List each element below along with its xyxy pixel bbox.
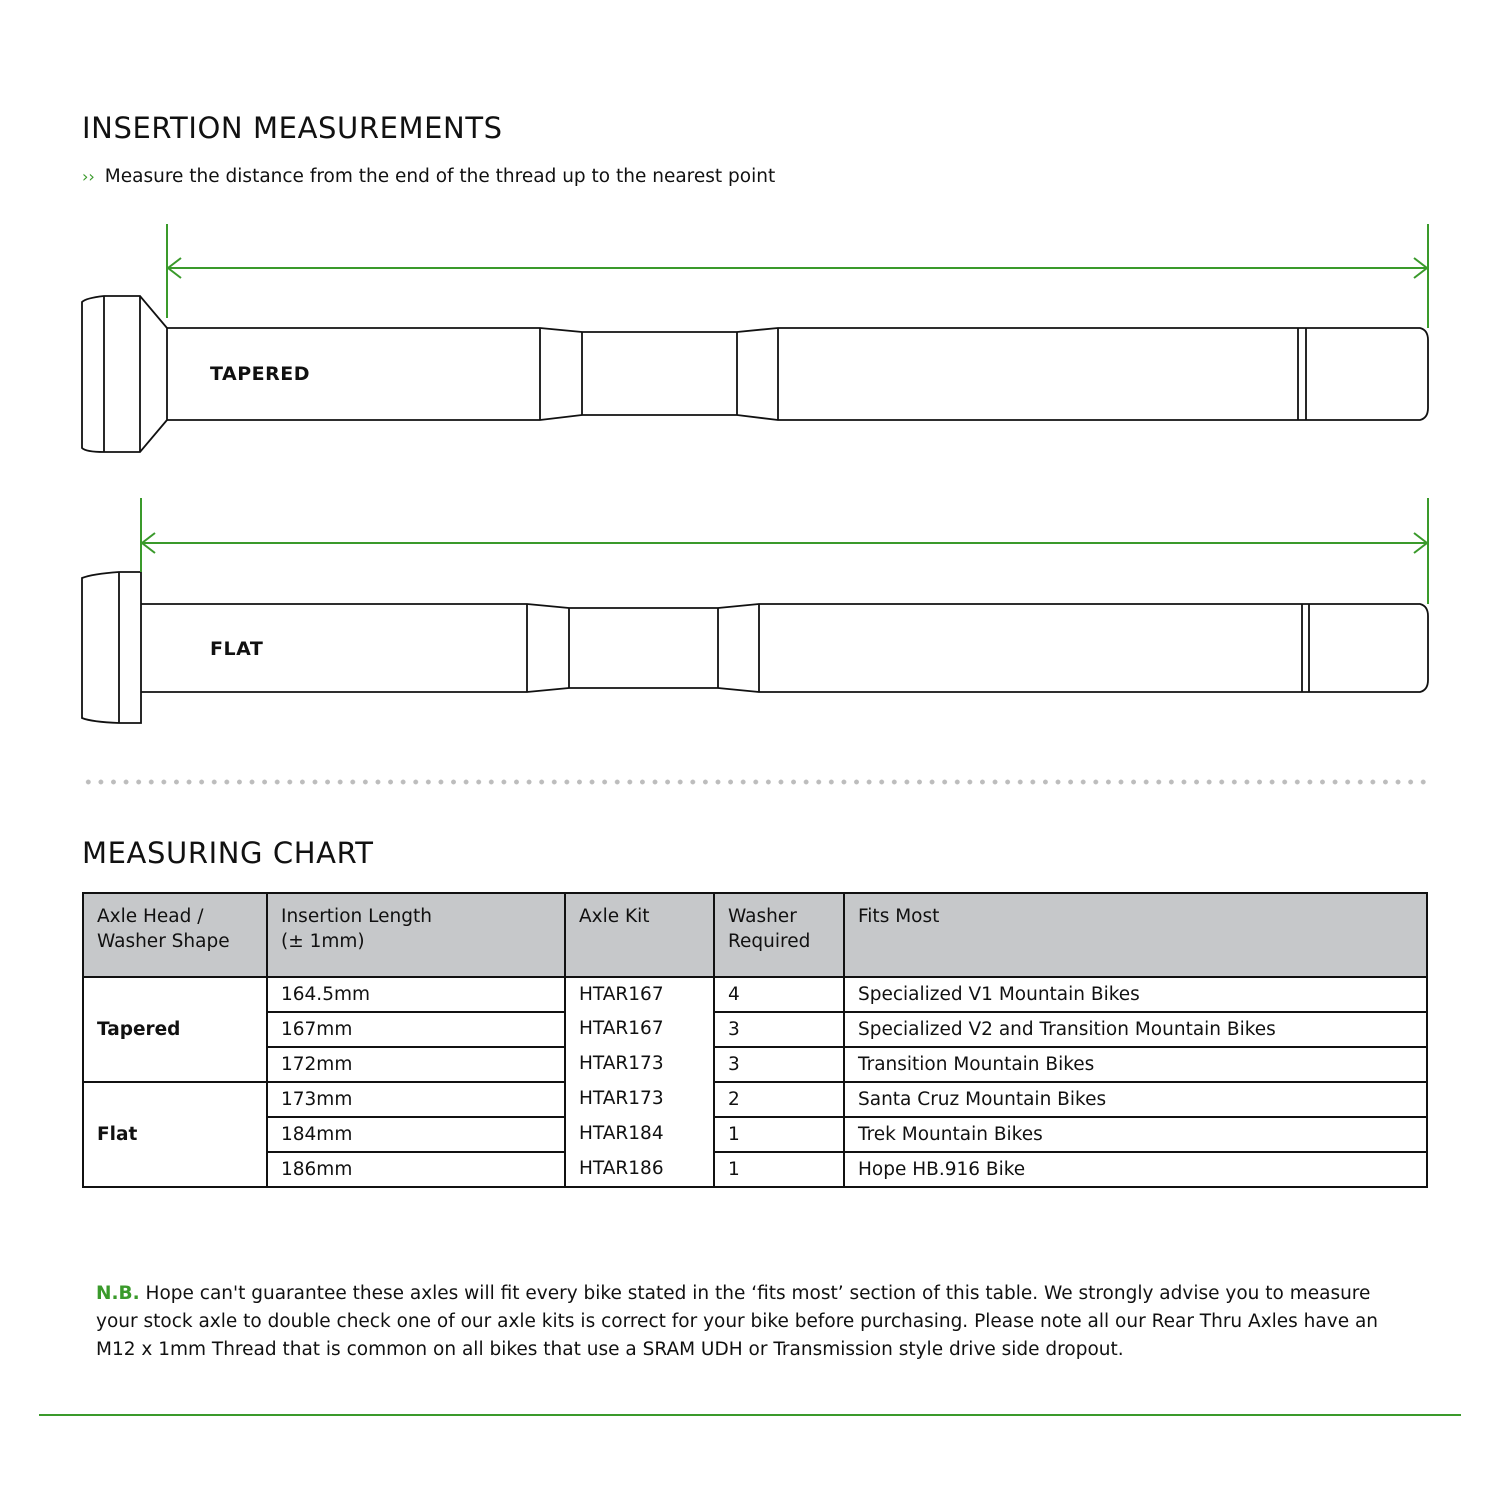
header-length-line2: (± 1mm) xyxy=(281,931,365,952)
cell-fits: Santa Cruz Mountain Bikes xyxy=(844,1082,1427,1117)
header-fits: Fits Most xyxy=(844,893,1427,977)
table-row xyxy=(83,1152,1427,1187)
note-text: Hope can't guarantee these axles will fit every bike stated in the ‘fits most’ section of this table. We strongly advise you to measure your stock axle to double check one of our axle kits is correct for your bike before purchasing. Please note all our Rear Thru Axles have an M12 x 1mm Thread that is common on all bikes that use a SRAM UDH or Transmission style drive side dropout. xyxy=(96,1283,1379,1360)
cell-washer: 1 xyxy=(714,1152,844,1187)
nb-label: N.B. xyxy=(96,1283,140,1304)
cell-washer: 3 xyxy=(714,1047,844,1082)
cell-length: 173mm xyxy=(267,1082,565,1117)
header-kit: Axle Kit xyxy=(565,893,714,977)
insertion-title: INSERTION MEASUREMENTS xyxy=(82,111,503,145)
tapered-label: TAPERED xyxy=(210,363,310,385)
cell-fits: Hope HB.916 Bike xyxy=(844,1152,1427,1187)
chevron-right-icon: ›› xyxy=(82,167,95,186)
cell-fits: Specialized V2 and Transition Mountain Bikes xyxy=(844,1012,1427,1047)
footer-rule xyxy=(39,1414,1461,1416)
cell-kit: HTAR167 xyxy=(565,1012,714,1047)
cell-length: 167mm xyxy=(267,1012,565,1047)
cell-washer: 2 xyxy=(714,1082,844,1117)
header-washer xyxy=(714,893,844,977)
header-length-line1: Insertion Length xyxy=(281,906,432,927)
tapered-axle-shaft xyxy=(167,328,1428,420)
cell-length: 172mm xyxy=(267,1047,565,1082)
tapered-axle-head xyxy=(82,296,167,452)
flat-axle-diagram xyxy=(82,572,1428,723)
table-header-row xyxy=(83,893,1427,977)
header-washer-line2: Required xyxy=(728,931,811,952)
cell-washer: 3 xyxy=(714,1012,844,1047)
flat-label: FLAT xyxy=(210,638,264,660)
cell-kit: HTAR186 xyxy=(565,1152,714,1187)
flat-axle-head xyxy=(82,572,141,723)
cell-length: 164.5mm xyxy=(267,977,565,1012)
table-row xyxy=(83,1082,1427,1117)
table-row xyxy=(83,1047,1427,1082)
flat-axle-shaft xyxy=(141,604,1428,692)
cell-washer: 1 xyxy=(714,1117,844,1152)
chart-title: MEASURING CHART xyxy=(82,836,374,870)
dotted-divider xyxy=(82,779,1428,785)
table-row xyxy=(83,1117,1427,1152)
cell-fits: Transition Mountain Bikes xyxy=(844,1047,1427,1082)
header-washer-line1: Washer xyxy=(728,906,797,927)
group-tapered: Tapered xyxy=(83,977,267,1082)
table-row xyxy=(83,1012,1427,1047)
header-length xyxy=(267,893,565,977)
cell-kit: HTAR173 xyxy=(565,1082,714,1117)
cell-kit: HTAR167 xyxy=(565,977,714,1012)
cell-length: 184mm xyxy=(267,1117,565,1152)
cell-kit: HTAR184 xyxy=(565,1117,714,1152)
cell-length: 186mm xyxy=(267,1152,565,1187)
cell-fits: Specialized V1 Mountain Bikes xyxy=(844,977,1427,1012)
table-row xyxy=(83,977,1427,1012)
measuring-chart-table xyxy=(82,892,1428,1188)
cell-washer: 4 xyxy=(714,977,844,1012)
header-shape-line1: Axle Head / xyxy=(97,906,204,927)
tapered-measure-arrow xyxy=(167,224,1428,328)
flat-measure-arrow xyxy=(141,498,1428,604)
cell-kit: HTAR173 xyxy=(565,1047,714,1082)
instruction-text: Measure the distance from the end of the thread up to the nearest point xyxy=(104,166,776,187)
disclaimer-note xyxy=(96,1280,1386,1364)
header-shape xyxy=(83,893,267,977)
group-flat: Flat xyxy=(83,1082,267,1187)
header-shape-line2: Washer Shape xyxy=(97,931,230,952)
cell-fits: Trek Mountain Bikes xyxy=(844,1117,1427,1152)
